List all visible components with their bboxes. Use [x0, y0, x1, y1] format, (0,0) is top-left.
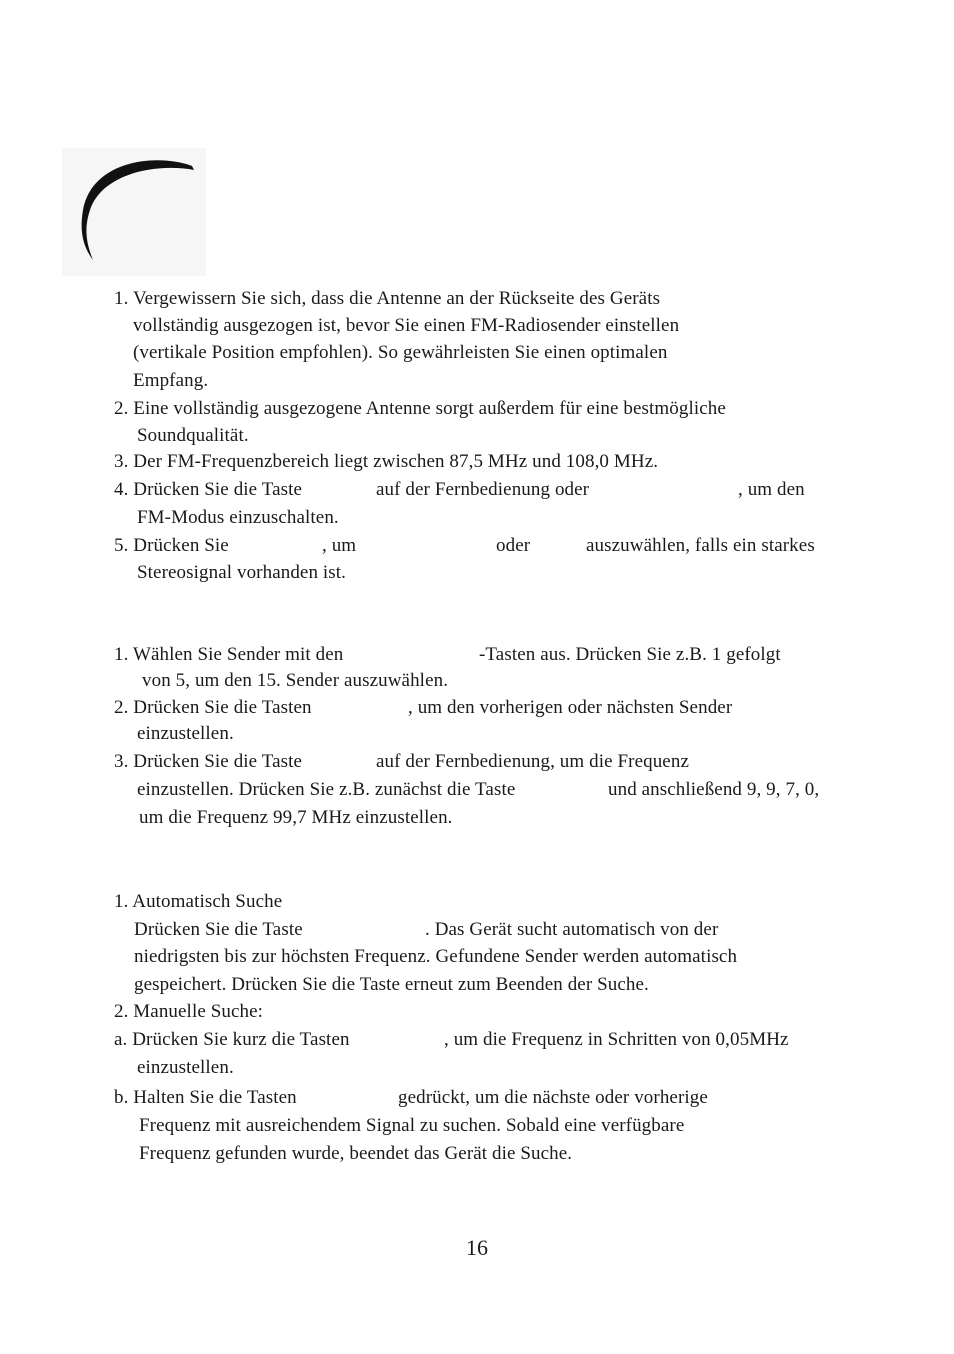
s1-line-5: 2. Eine vollständig ausgezogene Antenne sorgt außerdem für eine bestmögliche	[114, 398, 726, 419]
s1-line-3: (vertikale Position empfohlen). So gewährleisten Sie einen optimalen	[133, 342, 668, 363]
s3-line-8a: b. Halten Sie die Tasten	[114, 1087, 297, 1108]
s2-line-3b: , um den vorherigen oder nächsten Sender	[408, 697, 733, 718]
s2-line-5b: auf der Fernbedienung, um die Frequenz	[376, 751, 689, 772]
s3-line-6b: , um die Frequenz in Schritten von 0,05MHz	[444, 1029, 789, 1050]
s2-line-4: einzustellen.	[137, 723, 234, 744]
s3-line-10: Frequenz gefunden wurde, beendet das Gerät die Suche.	[139, 1143, 573, 1164]
s2-line-1b: -Tasten aus. Drücken Sie z.B. 1 gefolgt	[479, 644, 781, 665]
page-number: 16	[466, 1235, 488, 1260]
s1-line-7: 3. Der FM-Frequenzbereich liegt zwischen 87,5 MHz und 108,0 MHz.	[114, 451, 659, 472]
s1-line-8c: , um den	[738, 479, 805, 500]
s1-line-10a: 5. Drücken Sie	[114, 535, 229, 556]
s3-line-2a: Drücken Sie die Taste	[134, 919, 303, 940]
s2-line-6a: einzustellen. Drücken Sie z.B. zunächst die Taste	[137, 779, 516, 800]
s3-line-1: 1. Automatisch Suche	[114, 891, 283, 912]
s2-line-3a: 2. Drücken Sie die Tasten	[114, 697, 312, 718]
crescent-arc-logo-icon	[62, 148, 206, 276]
s1-line-4: Empfang.	[133, 370, 209, 391]
s3-line-3: niedrigsten bis zur höchsten Frequenz. Gefundene Sender werden automatisch	[134, 946, 738, 967]
s1-line-9: FM-Modus einzuschalten.	[137, 507, 339, 528]
s1-line-6: Soundqualität.	[137, 425, 249, 446]
s3-line-2b: . Das Gerät sucht automatisch von der	[425, 919, 719, 940]
s1-line-1: 1. Vergewissern Sie sich, dass die Antenne an der Rückseite des Geräts	[114, 288, 661, 309]
s1-line-11: Stereosignal vorhanden ist.	[137, 562, 347, 583]
s1-line-10c: oder	[496, 535, 531, 556]
s1-line-10b: , um	[322, 535, 357, 556]
s2-line-7: um die Frequenz 99,7 MHz einzustellen.	[139, 807, 453, 828]
s1-line-8a: 4. Drücken Sie die Taste	[114, 479, 303, 500]
s1-line-2: vollständig ausgezogen ist, bevor Sie einen FM-Radiosender einstellen	[133, 315, 680, 336]
s1-line-10d: auszuwählen, falls ein starkes	[586, 535, 815, 556]
s3-line-7: einzustellen.	[137, 1057, 234, 1078]
s2-line-5a: 3. Drücken Sie die Taste	[114, 751, 303, 772]
crescent-arc-icon	[62, 148, 206, 276]
s1-line-8b: auf der Fernbedienung oder	[376, 479, 590, 500]
s2-line-1a: 1. Wählen Sie Sender mit den	[114, 644, 344, 665]
s2-line-2: von 5, um den 15. Sender auszuwählen.	[142, 670, 449, 691]
s3-line-8b: gedrückt, um die nächste oder vorherige	[398, 1087, 708, 1108]
s3-line-4: gespeichert. Drücken Sie die Taste erneut zum Beenden der Suche.	[134, 974, 649, 995]
s3-line-9: Frequenz mit ausreichendem Signal zu suchen. Sobald eine verfügbare	[139, 1115, 685, 1136]
s2-line-6b: und anschließend 9, 9, 7, 0,	[608, 779, 820, 800]
s3-line-5: 2. Manuelle Suche:	[114, 1001, 264, 1022]
s3-line-6a: a. Drücken Sie kurz die Tasten	[114, 1029, 350, 1050]
